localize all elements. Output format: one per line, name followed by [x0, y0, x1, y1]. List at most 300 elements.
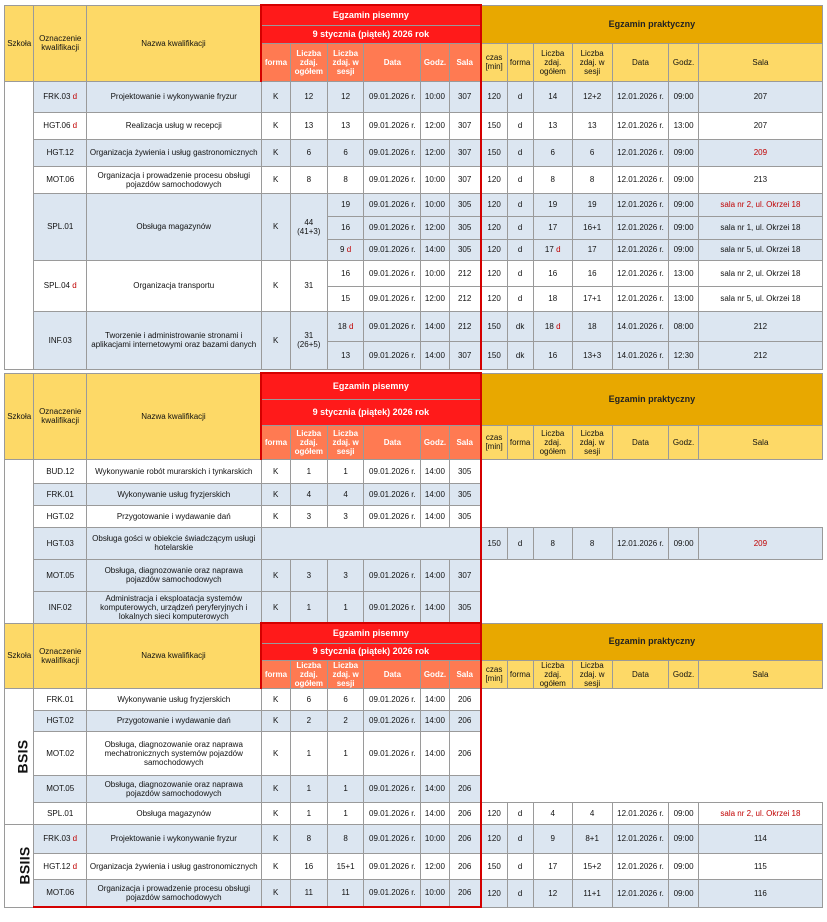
- cell-pses: 16+1: [572, 216, 612, 239]
- cell-ses: 18 d: [327, 311, 364, 341]
- cell-pgodz: 13:00: [669, 260, 698, 286]
- cell-pgodz: 09:00: [669, 216, 698, 239]
- header-godz: Godz.: [421, 43, 449, 81]
- cell-data: 09.01.2026 r.: [364, 802, 421, 824]
- cell-ses: 3: [327, 505, 364, 527]
- table-row: [5, 139, 823, 166]
- cell-godz: 10:00: [421, 824, 449, 853]
- qualification-code: HGT.12: [34, 139, 87, 166]
- header-nazwa: Nazwa kwalifikacji: [86, 5, 261, 81]
- cell-forma: K: [261, 81, 290, 112]
- header-pforma: forma: [507, 43, 533, 81]
- cell-ses: 1: [327, 802, 364, 824]
- cell-forma: K: [261, 710, 290, 731]
- qualification-code: SPL.04 d: [34, 260, 87, 311]
- cell-pog: 17: [533, 216, 572, 239]
- school-label: [5, 459, 34, 623]
- cell-og: 12: [290, 81, 327, 112]
- table-row: [5, 879, 823, 907]
- header-pliczba-sesji: Liczba zdaj. w sesji: [572, 660, 612, 688]
- cell-data: 09.01.2026 r.: [364, 216, 421, 239]
- qualification-code: MOT.05: [34, 559, 87, 591]
- cell-sala: 305: [449, 239, 481, 260]
- cell-pdata: 12.01.2026 r.: [612, 802, 669, 824]
- qualification-name: Wykonywanie usług fryzjerskich: [86, 483, 261, 505]
- table-row: [5, 559, 823, 591]
- cell-pdata: 12.01.2026 r.: [612, 139, 669, 166]
- header-egzamin-pisemny: Egzamin pisemny: [261, 373, 481, 399]
- cell-pog: 12: [533, 879, 572, 907]
- qualification-code: MOT.06: [34, 879, 87, 907]
- cell-pgodz: 09:00: [669, 879, 698, 907]
- cell-czas: 120: [481, 166, 507, 193]
- cell-godz: 14:00: [421, 731, 449, 775]
- cell-czas: 120: [481, 824, 507, 853]
- cell-pses: 15+2: [572, 853, 612, 879]
- qualification-code: HGT.02: [34, 710, 87, 731]
- cell-data: 09.01.2026 r.: [364, 260, 421, 286]
- cell-godz: 14:00: [421, 802, 449, 824]
- cell-czas: 150: [481, 311, 507, 341]
- header-liczba-sesji: Liczba zdaj. w sesji: [327, 43, 364, 81]
- cell-ses: 6: [327, 688, 364, 710]
- cell-og: 31: [290, 260, 327, 311]
- cell-pog: 16: [533, 260, 572, 286]
- cell-pdata: 12.01.2026 r.: [612, 853, 669, 879]
- cell-godz: 12:00: [421, 286, 449, 311]
- cell-czas: 150: [481, 112, 507, 139]
- header-pforma: forma: [507, 660, 533, 688]
- cell-sala: 305: [449, 459, 481, 483]
- cell-pgodz: 09:00: [669, 853, 698, 879]
- header-psala: Sala: [698, 43, 822, 81]
- header-pdata: Data: [612, 43, 669, 81]
- cell-pses: 12+2: [572, 81, 612, 112]
- header-pgodz: Godz.: [669, 425, 698, 459]
- cell-og: 6: [290, 139, 327, 166]
- cell-forma: K: [261, 853, 290, 879]
- cell-sala: 206: [449, 688, 481, 710]
- cell-forma: K: [261, 311, 290, 369]
- qualification-name: Organizacja i prowadzenie procesu obsługi pojazdów samochodowych: [86, 166, 261, 193]
- header-data: Data: [364, 43, 421, 81]
- header-pliczba-sesji: Liczba zdaj. w sesji: [572, 43, 612, 81]
- exam-table-section-1: [4, 4, 823, 370]
- header-pliczba-ogolem: Liczba zdaj. ogółem: [533, 660, 572, 688]
- cell-pforma: d: [507, 824, 533, 853]
- header-czas: czas [min]: [481, 660, 507, 688]
- cell-ses: 16: [327, 260, 364, 286]
- cell-pog: 18 d: [533, 311, 572, 341]
- cell-ses: 11: [327, 879, 364, 907]
- cell-ses: 12: [327, 81, 364, 112]
- cell-pforma: d: [507, 802, 533, 824]
- cell-pgodz: 09:00: [669, 239, 698, 260]
- cell-sala: 206: [449, 710, 481, 731]
- cell-pog: 17: [533, 853, 572, 879]
- cell-data: 09.01.2026 r.: [364, 112, 421, 139]
- cell-psala: 114: [698, 824, 822, 853]
- cell-data: 09.01.2026 r.: [364, 505, 421, 527]
- header-szkola: Szkoła: [5, 5, 34, 81]
- cell-pgodz: 09:00: [669, 139, 698, 166]
- cell-czas: 120: [481, 193, 507, 216]
- table-row: [5, 112, 823, 139]
- cell-godz: 14:00: [421, 459, 449, 483]
- exam-table-section-2: [4, 372, 823, 624]
- cell-ses: 13: [327, 341, 364, 369]
- header-pgodz: Godz.: [669, 660, 698, 688]
- cell-godz: 14:00: [421, 341, 449, 369]
- cell-pog: 14: [533, 81, 572, 112]
- cell-pforma: d: [507, 112, 533, 139]
- header-sala: Sala: [449, 43, 481, 81]
- cell-og: 8: [290, 166, 327, 193]
- cell-data: 09.01.2026 r.: [364, 81, 421, 112]
- cell-czas: 150: [481, 527, 507, 559]
- cell-data: 09.01.2026 r.: [364, 139, 421, 166]
- cell-pforma: d: [507, 286, 533, 311]
- cell-pforma: d: [507, 166, 533, 193]
- cell-sala: 206: [449, 853, 481, 879]
- qualification-code: BUD.12: [34, 459, 87, 483]
- cell-data: 09.01.2026 r.: [364, 824, 421, 853]
- header-pliczba-ogolem: Liczba zdaj. ogółem: [533, 43, 572, 81]
- cell-og: 16: [290, 853, 327, 879]
- header-psala: Sala: [698, 660, 822, 688]
- cell-forma: K: [261, 483, 290, 505]
- cell-czas: 120: [481, 81, 507, 112]
- cell-sala: 307: [449, 166, 481, 193]
- cell-forma: K: [261, 731, 290, 775]
- table-row: [5, 81, 823, 112]
- header-nazwa: Nazwa kwalifikacji: [86, 623, 261, 688]
- qualification-name: Wykonywanie robót murarskich i tynkarskich: [86, 459, 261, 483]
- qualification-code: HGT.03: [34, 527, 87, 559]
- cell-sala: 305: [449, 591, 481, 623]
- cell-pforma: dk: [507, 311, 533, 341]
- cell-data: 09.01.2026 r.: [364, 193, 421, 216]
- cell-data: 09.01.2026 r.: [364, 688, 421, 710]
- cell-ses: 13: [327, 112, 364, 139]
- cell-godz: 12:00: [421, 112, 449, 139]
- cell-pses: 8: [572, 527, 612, 559]
- cell-pses: 4: [572, 802, 612, 824]
- qualification-name: Projektowanie i wykonywanie fryzur: [86, 81, 261, 112]
- table-row: [5, 527, 823, 559]
- cell-sala: 305: [449, 483, 481, 505]
- cell-pgodz: 13:00: [669, 286, 698, 311]
- cell-og: 11: [290, 879, 327, 907]
- cell-pforma: d: [507, 260, 533, 286]
- cell-godz: 10:00: [421, 260, 449, 286]
- cell-godz: 10:00: [421, 879, 449, 907]
- cell-sala: 305: [449, 505, 481, 527]
- cell-og: 1: [290, 459, 327, 483]
- cell-data: 09.01.2026 r.: [364, 591, 421, 623]
- cell-pdata: 12.01.2026 r.: [612, 286, 669, 311]
- cell-pdata: 12.01.2026 r.: [612, 879, 669, 907]
- header-liczba-ogolem: Liczba zdaj. ogółem: [290, 425, 327, 459]
- cell-og: 13: [290, 112, 327, 139]
- cell-pforma: d: [507, 193, 533, 216]
- table-row: [5, 688, 823, 710]
- cell-pgodz: 13:00: [669, 112, 698, 139]
- cell-forma: K: [261, 166, 290, 193]
- qualification-code: INF.02: [34, 591, 87, 623]
- cell-og: 4: [290, 483, 327, 505]
- cell-data: 09.01.2026 r.: [364, 731, 421, 775]
- header-liczba-ogolem: Liczba zdaj. ogółem: [290, 660, 327, 688]
- header-nazwa: Nazwa kwalifikacji: [86, 373, 261, 459]
- header-oznaczenie: Oznaczenie kwalifikacji: [34, 5, 87, 81]
- header-szkola: Szkoła: [5, 373, 34, 459]
- cell-data: 09.01.2026 r.: [364, 459, 421, 483]
- empty-practical: [481, 459, 823, 527]
- cell-og: 1: [290, 591, 327, 623]
- header-pdata: Data: [612, 425, 669, 459]
- header-godz: Godz.: [421, 660, 449, 688]
- exam-table-section-3: [4, 622, 823, 908]
- qualification-code: HGT.12 d: [34, 853, 87, 879]
- cell-data: 09.01.2026 r.: [364, 311, 421, 341]
- cell-czas: 120: [481, 802, 507, 824]
- table-row: [5, 166, 823, 193]
- header-egzamin-praktyczny: Egzamin praktyczny: [481, 373, 823, 425]
- cell-pgodz: 08:00: [669, 311, 698, 341]
- cell-ses: 6: [327, 139, 364, 166]
- cell-ses: 2: [327, 710, 364, 731]
- cell-pses: 8: [572, 166, 612, 193]
- table-row: [5, 802, 823, 824]
- qualification-name: Przygotowanie i wydawanie dań: [86, 710, 261, 731]
- cell-pforma: d: [507, 853, 533, 879]
- cell-sala: 307: [449, 139, 481, 166]
- cell-psala: sala nr 5, ul. Okrzei 18: [698, 286, 822, 311]
- cell-pgodz: 09:00: [669, 81, 698, 112]
- cell-pdata: 12.01.2026 r.: [612, 824, 669, 853]
- qualification-name: Obsługa, diagnozowanie oraz naprawa pojazdów samochodowych: [86, 559, 261, 591]
- cell-og: 1: [290, 775, 327, 802]
- cell-pgodz: 09:00: [669, 193, 698, 216]
- cell-psala: sala nr 2, ul. Okrzei 18: [698, 260, 822, 286]
- cell-godz: 10:00: [421, 81, 449, 112]
- cell-godz: 10:00: [421, 193, 449, 216]
- cell-pses: 19: [572, 193, 612, 216]
- cell-psala: 212: [698, 341, 822, 369]
- cell-pdata: 12.01.2026 r.: [612, 81, 669, 112]
- cell-sala: 206: [449, 802, 481, 824]
- header-czas: czas [min]: [481, 43, 507, 81]
- qualification-name: Organizacja transportu: [86, 260, 261, 311]
- qualification-code: INF.03: [34, 311, 87, 369]
- qualification-code: SPL.01: [34, 193, 87, 260]
- qualification-name: Realizacja usług w recepcji: [86, 112, 261, 139]
- cell-og: 3: [290, 505, 327, 527]
- cell-czas: 150: [481, 139, 507, 166]
- cell-ses: 8: [327, 824, 364, 853]
- header-data: Data: [364, 425, 421, 459]
- cell-psala: sala nr 1, ul. Okrzei 18: [698, 216, 822, 239]
- cell-sala: 206: [449, 731, 481, 775]
- header-czas: czas [min]: [481, 425, 507, 459]
- cell-pses: 13+3: [572, 341, 612, 369]
- cell-data: 09.01.2026 r.: [364, 341, 421, 369]
- qualification-name: Obsługa, diagnozowanie oraz naprawa pojazdów samochodowych: [86, 775, 261, 802]
- cell-sala: 212: [449, 260, 481, 286]
- cell-pog: 19: [533, 193, 572, 216]
- cell-og: 31 (26+5): [290, 311, 327, 369]
- cell-psala: 115: [698, 853, 822, 879]
- cell-pgodz: 09:00: [669, 824, 698, 853]
- cell-godz: 12:00: [421, 216, 449, 239]
- cell-data: 09.01.2026 r.: [364, 286, 421, 311]
- header-oznaczenie: Oznaczenie kwalifikacji: [34, 373, 87, 459]
- cell-pses: 18: [572, 311, 612, 341]
- cell-godz: 14:00: [421, 710, 449, 731]
- cell-czas: 120: [481, 286, 507, 311]
- header-date-line: 9 stycznia (piątek) 2026 rok: [261, 643, 481, 660]
- cell-pses: 8+1: [572, 824, 612, 853]
- header-liczba-ogolem: Liczba zdaj. ogółem: [290, 43, 327, 81]
- header-egzamin-praktyczny: Egzamin praktyczny: [481, 5, 823, 43]
- table-row: [5, 853, 823, 879]
- cell-pdata: 14.01.2026 r.: [612, 311, 669, 341]
- cell-forma: K: [261, 193, 290, 260]
- cell-ses: 1: [327, 591, 364, 623]
- cell-psala: 116: [698, 879, 822, 907]
- cell-godz: 14:00: [421, 591, 449, 623]
- cell-pforma: d: [507, 81, 533, 112]
- cell-pdata: 12.01.2026 r.: [612, 166, 669, 193]
- cell-pog: 18: [533, 286, 572, 311]
- qualification-code: FRK.01: [34, 688, 87, 710]
- cell-ses: 9 d: [327, 239, 364, 260]
- cell-forma: K: [261, 139, 290, 166]
- cell-pforma: d: [507, 139, 533, 166]
- cell-sala: 307: [449, 81, 481, 112]
- cell-godz: 14:00: [421, 505, 449, 527]
- cell-forma: K: [261, 824, 290, 853]
- cell-og: 3: [290, 559, 327, 591]
- cell-forma: K: [261, 260, 290, 311]
- qualification-name: Projektowanie i wykonywanie fryzur: [86, 824, 261, 853]
- cell-pog: 4: [533, 802, 572, 824]
- cell-pgodz: 09:00: [669, 527, 698, 559]
- cell-pforma: d: [507, 216, 533, 239]
- cell-sala: 206: [449, 775, 481, 802]
- cell-forma: K: [261, 802, 290, 824]
- qualification-name: Administracja i eksploatacja systemów komputerowych, urządzeń peryferyjnych i lokalnych sieci komputerowych: [86, 591, 261, 623]
- qualification-code: HGT.06 d: [34, 112, 87, 139]
- cell-pses: 13: [572, 112, 612, 139]
- header-egzamin-pisemny: Egzamin pisemny: [261, 5, 481, 25]
- header-forma: forma: [261, 660, 290, 688]
- cell-ses: 15: [327, 286, 364, 311]
- header-pdata: Data: [612, 660, 669, 688]
- header-forma: forma: [261, 43, 290, 81]
- cell-pforma: dk: [507, 341, 533, 369]
- cell-pgodz: 09:00: [669, 802, 698, 824]
- cell-godz: 10:00: [421, 166, 449, 193]
- cell-sala: 212: [449, 311, 481, 341]
- qualification-code: FRK.01: [34, 483, 87, 505]
- empty-written: [261, 527, 481, 559]
- qualification-name: Organizacja żywienia i usług gastronomicznych: [86, 853, 261, 879]
- cell-data: 09.01.2026 r.: [364, 879, 421, 907]
- cell-data: 09.01.2026 r.: [364, 239, 421, 260]
- header-egzamin-praktyczny: Egzamin praktyczny: [481, 623, 823, 660]
- cell-sala: 305: [449, 216, 481, 239]
- cell-psala: sala nr 5, ul. Okrzei 18: [698, 239, 822, 260]
- cell-og: 8: [290, 824, 327, 853]
- cell-forma: K: [261, 559, 290, 591]
- cell-ses: 1: [327, 775, 364, 802]
- cell-ses: 8: [327, 166, 364, 193]
- cell-forma: K: [261, 775, 290, 802]
- qualification-code: FRK.03 d: [34, 824, 87, 853]
- cell-godz: 12:00: [421, 853, 449, 879]
- cell-og: 2: [290, 710, 327, 731]
- qualification-name: Obsługa gości w obiekcie świadczącym usługi hotelarskie: [86, 527, 261, 559]
- cell-psala: 209: [698, 527, 822, 559]
- cell-pog: 8: [533, 527, 572, 559]
- qualification-code: MOT.02: [34, 731, 87, 775]
- cell-pdata: 14.01.2026 r.: [612, 341, 669, 369]
- cell-pdata: 12.01.2026 r.: [612, 216, 669, 239]
- cell-pses: 16: [572, 260, 612, 286]
- cell-forma: K: [261, 505, 290, 527]
- cell-data: 09.01.2026 r.: [364, 775, 421, 802]
- header-liczba-sesji: Liczba zdaj. w sesji: [327, 425, 364, 459]
- qualification-name: Obsługa magazynów: [86, 193, 261, 260]
- cell-pdata: 12.01.2026 r.: [612, 527, 669, 559]
- table-row: [5, 311, 823, 341]
- cell-pses: 17+1: [572, 286, 612, 311]
- cell-data: 09.01.2026 r.: [364, 559, 421, 591]
- cell-czas: 150: [481, 341, 507, 369]
- cell-pdata: 12.01.2026 r.: [612, 260, 669, 286]
- empty-practical: [481, 559, 823, 623]
- school-label: [5, 81, 34, 369]
- cell-psala: sala nr 2, ul. Okrzei 18: [698, 802, 822, 824]
- header-szkola: Szkoła: [5, 623, 34, 688]
- cell-sala: 305: [449, 193, 481, 216]
- table-row: [5, 459, 823, 483]
- cell-pses: 6: [572, 139, 612, 166]
- cell-og: 44 (41+3): [290, 193, 327, 260]
- cell-czas: 120: [481, 260, 507, 286]
- cell-psala: sala nr 2, ul. Okrzei 18: [698, 193, 822, 216]
- header-psala: Sala: [698, 425, 822, 459]
- qualification-code: SPL.01: [34, 802, 87, 824]
- cell-pgodz: 09:00: [669, 166, 698, 193]
- cell-pforma: d: [507, 527, 533, 559]
- cell-godz: 14:00: [421, 239, 449, 260]
- cell-pses: 11+1: [572, 879, 612, 907]
- cell-og: 1: [290, 802, 327, 824]
- table-row: [5, 193, 823, 216]
- cell-sala: 206: [449, 879, 481, 907]
- cell-sala: 307: [449, 112, 481, 139]
- header-pforma: forma: [507, 425, 533, 459]
- cell-psala: 213: [698, 166, 822, 193]
- header-oznaczenie: Oznaczenie kwalifikacji: [34, 623, 87, 688]
- cell-pdata: 12.01.2026 r.: [612, 193, 669, 216]
- cell-data: 09.01.2026 r.: [364, 483, 421, 505]
- cell-godz: 14:00: [421, 688, 449, 710]
- cell-czas: 150: [481, 853, 507, 879]
